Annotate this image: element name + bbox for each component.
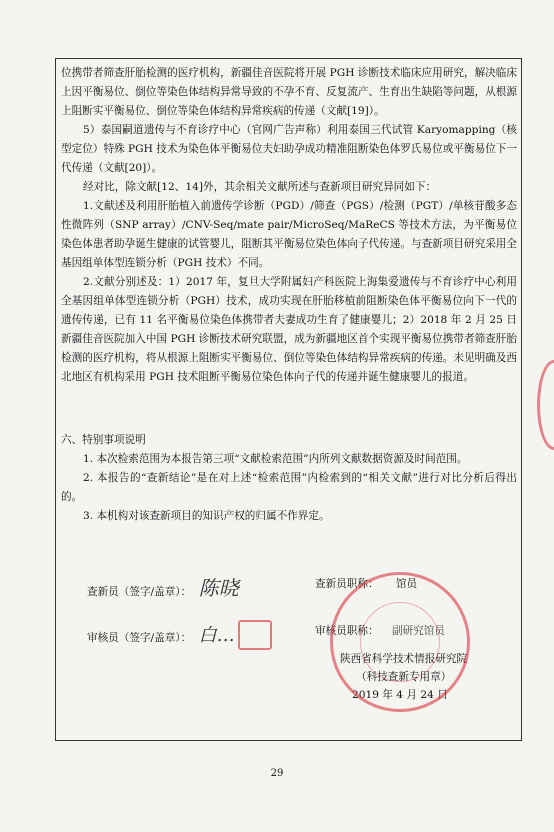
edge-seal-fragment bbox=[537, 360, 554, 450]
issuer-org: 陕西省科学技术情报研究院 bbox=[340, 653, 468, 665]
paragraph-ref-5: 5）泰国嗣道遗传与不育诊疗中心（官网广告声称）利用泰国三代试管 Karyomapping（核型定位）特殊 PGH 技术为染色体平衡易位夫妇助孕成功精准阻断染色体罗氏易位或平衡易位下一代传递（文献[20]）。 bbox=[61, 124, 517, 174]
searcher-signature-line bbox=[87, 572, 239, 601]
paragraph-comparison-2: 2.文献分别述及：1）2017 年，复旦大学附属妇产科医院上海集爱遗传与不育诊疗中心利用全基因组单体型连锁分析（PGH）技术，成功实现在肝胎移植前阻断染色体平衡易位向下一代的遗传传递，已有 11 名平衡易位染色体携带者夫妻成功生育了健康婴儿；2）2018 年 2 月 25 日新疆佳音医院加入中国 PGH 诊断技术研究联盟，成为新疆地区首个实现平衡易位携带者筛查肝胎检测的医疗机构，将从根源上阻断实平衡易位、倒位等染色体结构异常疾病的传递。未见明确及西北地区有机构采用 PGH 技术阻断平衡易位染色体向子代的传递并诞生健康婴儿的报道。 bbox=[61, 276, 517, 383]
note-1: 1. 本次检索范围为本报告第三项“文献检索范围”内所列文献数据资源及时间范围。 bbox=[83, 453, 468, 465]
paragraph-comparison-1: 1.文献述及利用肝胎植入前遗传学诊断（PGD）/筛查（PGS）/检测（PGT）/单核苷酸多态性微阵列（SNP array）/CNV-Seq/mate pair/MicroSeq/MaReCS 等技术方法，为平衡易位染色体患者助孕诞生健康的试管婴儿，阻断其平衡易位染色体向子代传递。与查新项目研究采用全基因组单体型连锁分析（PGH 技术）不同。 bbox=[61, 200, 517, 269]
issue-date: 2019 年 4 月 24 日 bbox=[352, 689, 448, 701]
paragraph-comparison-intro: 经对比，除文献[12、14]外，其余相关文献所述与查新项目研究异同如下： bbox=[83, 181, 437, 193]
reviewer-personal-seal bbox=[238, 620, 272, 650]
section-title: 六、特别事项说明 bbox=[61, 434, 146, 446]
note-3: 3. 本机构对该查新项目的知识产权的归属不作界定。 bbox=[83, 510, 330, 522]
paragraph-continuation: 位携带者筛查肝胎检测的医疗机构，新疆佳音医院将开展 PGH 诊断技术临床应用研究，解决临床上因平衡易位、倒位等染色体结构异常导致的不孕不育、反复流产、生育出生缺陷等问题，从根源上阻断实平衡易位、倒位等染色体结构异常疾病的传递（文献[19]）。 bbox=[61, 67, 517, 117]
note-2: 2. 本报告的“查新结论”是在对上述“检索范围”内检索到的“相关文献”进行对比分析后得出的。 bbox=[61, 472, 517, 503]
official-red-seal-inner bbox=[360, 602, 440, 682]
reviewer-signature: 白… bbox=[198, 625, 235, 646]
page-number: 29 bbox=[270, 768, 284, 779]
searcher-label: 查新员（签字/盖章）： bbox=[87, 586, 192, 598]
reviewer-signature-line bbox=[87, 621, 235, 647]
searcher-title-label: 查新员职称： bbox=[315, 578, 379, 590]
reviewer-title: 副研究馆员 bbox=[391, 625, 445, 637]
searcher-signature: 陈晓 bbox=[198, 576, 239, 600]
reviewer-label: 审核员（签字/盖章）： bbox=[87, 632, 192, 644]
searcher-title: 馆员 bbox=[395, 578, 418, 590]
report-body bbox=[61, 64, 517, 526]
reviewer-title-label: 审核员职称： bbox=[315, 625, 379, 637]
issuer-seal-label: （科技查新专用章） bbox=[356, 671, 452, 683]
